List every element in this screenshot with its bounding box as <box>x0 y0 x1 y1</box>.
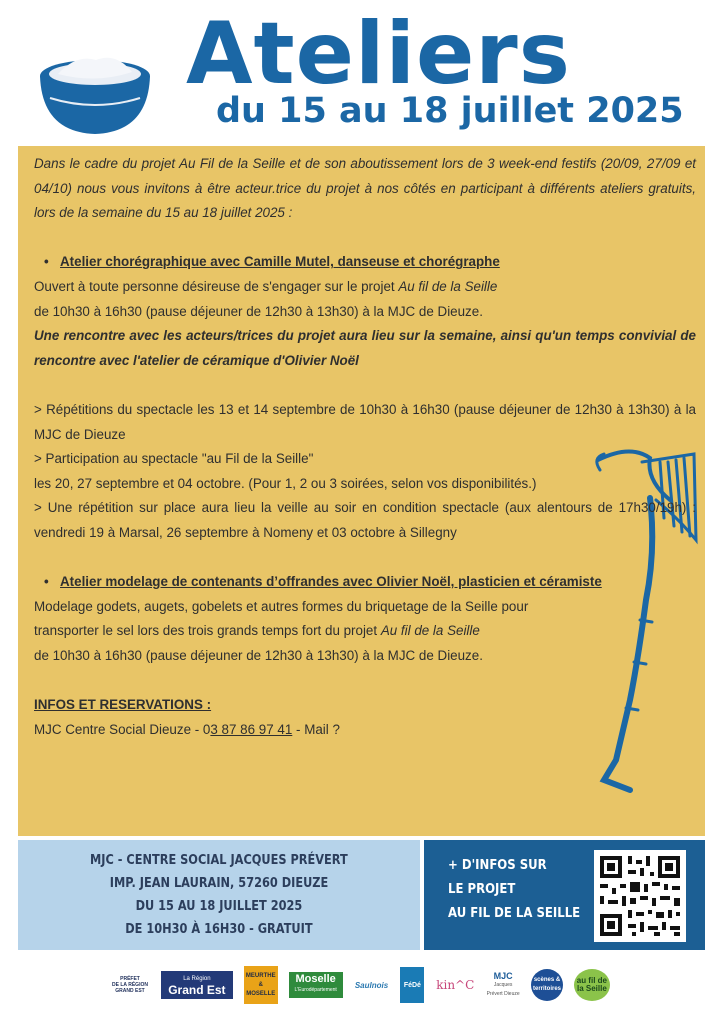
intro-text: Dans le cadre du projet Au Fil de la Seille et de son aboutissement lors de 3 week-end festifs (20/09, 27/09 et 04/10) nous vous invitons à être acteur.trice du projet à nos côtés en participant à différents ateliers gratuits, lors de la semaine du 15 au 18 juillet 2025 : <box>34 156 696 221</box>
more-info-line: LE PROJET <box>448 882 516 897</box>
page-title: Ateliers <box>186 4 571 104</box>
address-line: DU 15 AU 18 JUILLET 2025 <box>135 899 303 914</box>
phone-link[interactable]: 3 87 86 97 41 <box>210 721 293 737</box>
partner-logos <box>110 962 610 1008</box>
atelier-2-line3: de 10h30 à 16h30 (pause déjeuner de 12h30 à 13h30) à la MJC de Dieuze. <box>34 647 483 663</box>
atelier-modelage-heading: • Atelier modelage de contenants d’offrandes avec Olivier Noël, plasticien et céramiste <box>44 570 696 595</box>
more-info-box <box>424 840 705 950</box>
atelier-1-line2: de 10h30 à 16h30 (pause déjeuner de 12h30 à 13h30) à la MJC de Dieuze. <box>34 303 483 319</box>
atelier-2-title: Atelier modelage de contenants d’offrandes avec Olivier Noël, plasticien et céramiste <box>60 574 602 590</box>
scenes-territoires-logo: scènes & territoires <box>531 969 563 1001</box>
address-line: IMP. JEAN LAURAIN, 57260 DIEUZE <box>109 876 329 891</box>
atelier-choregraphique-heading: • Atelier chorégraphique avec Camille Mutel, danseuse et chorégraphe <box>44 250 696 275</box>
atelier-1-detail: les 20, 27 septembre et 04 octobre. (Pour 1, 2 ou 3 soirées, selon vos disponibilités.) <box>34 475 537 491</box>
atelier-1-detail: > Une répétition sur place aura lieu la veille au soir en condition spectacle (aux alentours de 17h30/19h) : vendredi 19 à Marsal, 26 septembre à Nomeny et 03 octobre à Sillegny <box>34 500 696 540</box>
atelier-1-detail: > Participation au spectacle "au Fil de la Seille" <box>34 451 314 467</box>
qr-code-icon[interactable] <box>594 850 686 942</box>
atelier-1-detail: > Répétitions du spectacle les 13 et 14 septembre de 10h30 à 16h30 (pause déjeuner de 12h30 à 13h30) à la MJC de Dieuze <box>34 401 696 442</box>
kinc-logo: kin^C <box>436 977 475 992</box>
infos-contact: MJC Centre Social Dieuze - 03 87 86 97 41 - Mail ? <box>34 721 340 737</box>
meurthe-et-moselle-logo: MEURTHE & MOSELLE <box>244 966 278 1004</box>
event-address-box <box>18 840 420 950</box>
page-subtitle: du 15 au 18 juillet 2025 <box>216 91 684 131</box>
atelier-1-title: Atelier chorégraphique avec Camille Mutel, danseuse et chorégraphe <box>60 254 500 270</box>
mjc-dieuze-logo: MJC Jacques Prévert Dieuze <box>486 970 520 997</box>
moselle-logo: Moselle L'Eurodépartement <box>289 972 343 998</box>
salt-bowl-icon <box>36 40 154 140</box>
address-line: MJC - CENTRE SOCIAL JACQUES PRÉVERT <box>90 853 348 868</box>
saulnois-logo: Saulnois <box>354 980 389 990</box>
atelier-2-line1: Modelage godets, augets, gobelets et autres formes du briquetage de la Seille pour <box>34 598 529 614</box>
atelier-1-highlight: Une rencontre avec les acteurs/trices du projet aura lieu sur la semaine, ainsi qu'un temps convivial de rencontre avec l'atelier de céramique d'Olivier Noël <box>34 328 696 368</box>
address-line: DE 10H30 À 16H30 - GRATUIT <box>125 922 313 937</box>
more-info-line: AU FIL DE LA SEILLE <box>448 906 581 921</box>
au-fil-de-la-seille-logo: au fil de la Seille <box>574 969 610 1001</box>
region-grand-est-logo: La Région Grand Est <box>161 971 233 999</box>
atelier-1-line1: Ouvert à toute personne désireuse de s'engager sur le projet Au fil de la Seille <box>34 278 498 294</box>
atelier-2-line2: transporter le sel lors des trois grands temps fort du projet Au fil de la Seille <box>34 623 480 639</box>
content-body <box>34 152 696 742</box>
infos-title: INFOS ET RESERVATIONS : <box>34 697 212 713</box>
more-info-line: + D'INFOS SUR <box>448 858 547 873</box>
fede-logo: FéDé <box>400 967 424 1003</box>
prefet-grand-est-logo: PRÉFET DE LA RÉGION GRAND EST <box>112 976 148 994</box>
